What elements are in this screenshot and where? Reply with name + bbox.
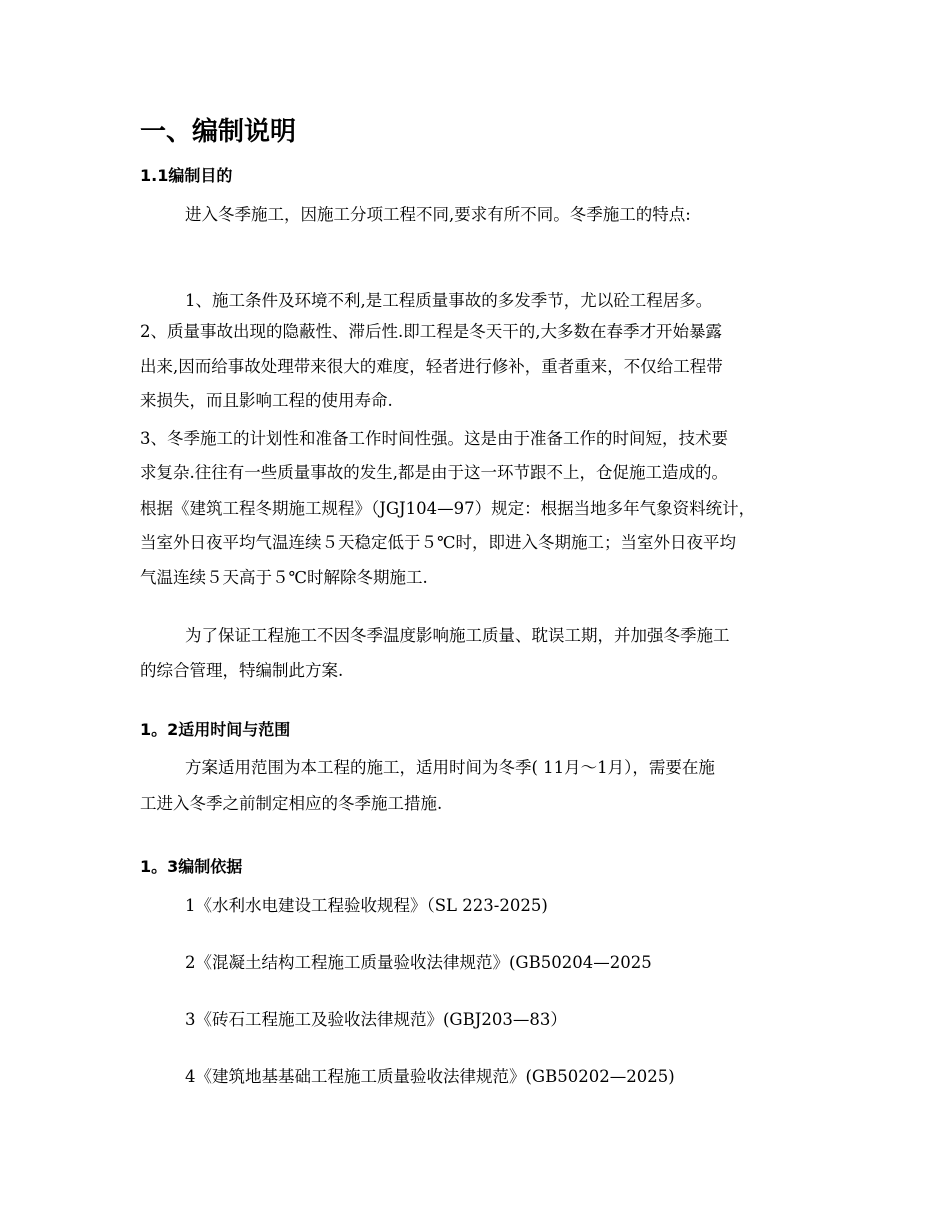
paragraph-line: 求复杂.往往有一些质量事故的发生,都是由于这一环节跟不上，仓促施工造成的。: [140, 463, 728, 482]
paragraph-line: 根据《建筑工程冬期施工规程》（JGJ104—97）规定：根据当地多年气象资料统计，: [140, 499, 756, 518]
paragraph-line: 3、冬季施工的计划性和准备工作时间性强。这是由于准备工作的时间短，技术要: [140, 429, 728, 448]
paragraph-line: 出来,因而给事故处理带来很大的难度，轻者进行修补，重者重来，不仅给工程带: [140, 357, 723, 376]
reference-item: 3《砖石工程施工及验收法律规范》(GBJ203—83）: [185, 1010, 567, 1029]
heading-purpose: 1.1编制目的: [140, 166, 233, 185]
heading-basis: 1。3编制依据: [140, 857, 243, 876]
reference-item: 4《建筑地基基础工程施工质量验收法律规范》(GB50202—2025): [185, 1067, 675, 1086]
paragraph-line: 为了保证工程施工不因冬季温度影响施工质量、耽误工期，并加强冬季施工: [185, 626, 730, 645]
paragraph-line: 工进入冬季之前制定相应的冬季施工措施.: [140, 794, 443, 813]
heading-scope: 1。2适用时间与范围: [140, 720, 291, 739]
paragraph-line: 2、质量事故出现的隐蔽性、滞后性.即工程是冬天干的,大多数在春季才开始暴露: [140, 322, 722, 341]
paragraph-line: 方案适用范围为本工程的施工，适用时间为冬季( 11月～1月），需要在施: [185, 758, 715, 777]
reference-item: 1《水利水电建设工程验收规程》（SL 223-2025): [185, 896, 548, 915]
reference-item: 2《混凝土结构工程施工质量验收法律规范》(GB50204—2025: [185, 953, 652, 972]
paragraph-line: 1、施工条件及环境不利,是工程质量事故的多发季节，尤以砼工程居多。: [185, 291, 713, 310]
paragraph-line: 来损失，而且影响工程的使用寿命.: [140, 391, 393, 410]
section-title: 一、编制说明: [140, 117, 297, 147]
paragraph-line: 进入冬季施工，因施工分项工程不同,要求有所不同。冬季施工的特点:: [185, 205, 691, 224]
paragraph-line: 的综合管理，特编制此方案.: [140, 661, 344, 680]
paragraph-line: 当室外日夜平均气温连续５天稳定低于５℃时，即进入冬期施工；当室外日夜平均: [140, 533, 736, 552]
paragraph-line: 气温连续５天高于５℃时解除冬期施工.: [140, 568, 428, 587]
